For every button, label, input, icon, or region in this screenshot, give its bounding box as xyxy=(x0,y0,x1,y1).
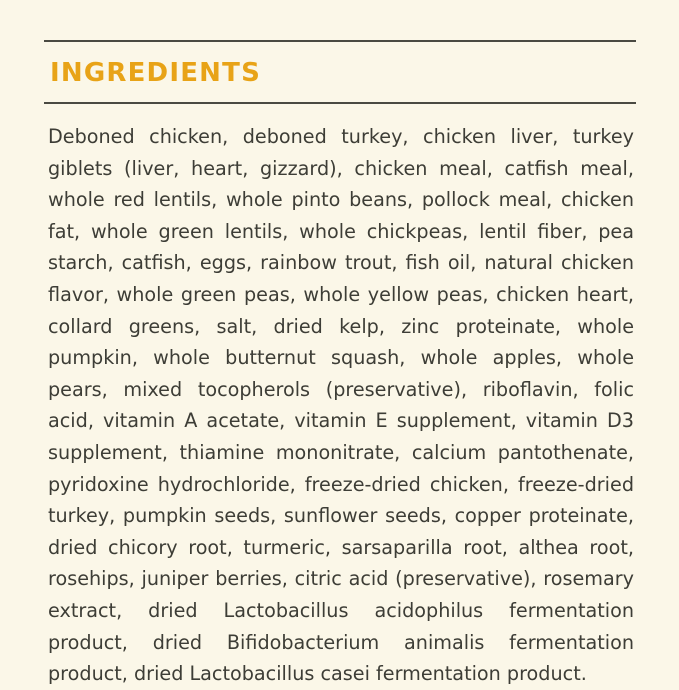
ingredients-panel xyxy=(44,40,636,690)
page-title: INGREDIENTS xyxy=(50,58,261,88)
ingredients-text: Deboned chicken, deboned turkey, chicken liver, turkey giblets (liver, heart, gizzard), chicken meal, catfish meal, whole red lentils, whole pinto beans, pollock meal, chicken fat, whole green lentils, whole chickpeas, lentil fiber, pea starch, catfish, eggs, rainbow trout, fish oil, natural chicken flavor, whole green peas, whole yellow peas, chicken heart, collard greens, salt, dried kelp, zinc proteinate, whole pumpkin, whole butternut squash, whole apples, whole pears, mixed tocopherols (preservative), riboflavin, folic acid, vitamin A acetate, vitamin E supplement, vitamin D3 supplement, thiamine mononitrate, calcium pantothenate, pyridoxine hydrochloride, freeze-dried chicken, freeze-dried turkey, pumpkin seeds, sunflower seeds, copper proteinate, dried chicory root, turmeric, sarsaparilla root, althea root, rosehips, juniper berries, citric acid (preservative), rosemary extract, dried Lactobacillus acidophilus fermentation product, dried Bifidobacterium animalis fermentation product, dried Lactobacillus casei fermentation product. xyxy=(48,125,634,686)
